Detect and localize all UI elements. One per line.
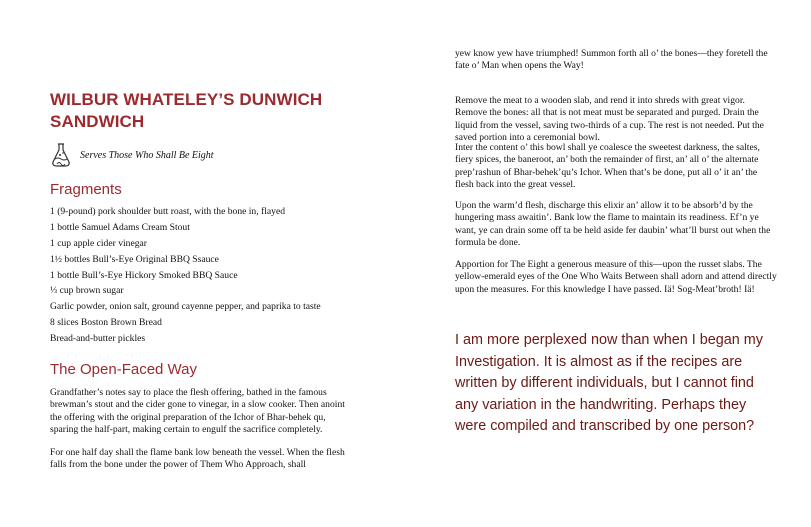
ingredient-item: 8 slices Boston Brown Bread: [50, 317, 162, 329]
investigator-note: I am more perplexed now than when I began my Investigation. It is almost as if the recipes are written by different individuals, but I cannot find any variation in the handwriting. Perhaps they were compiled and transcribed by one person?: [455, 332, 763, 435]
serves-text: Serves Those Who Shall Be Eight: [80, 149, 214, 161]
ingredient-item: Garlic powder, onion salt, ground cayenne pepper, and paprika to taste: [50, 301, 321, 313]
ingredient-item: 1 bottle Bull’s-Eye Hickory Smoked BBQ Sauce: [50, 269, 238, 281]
serves-line: [50, 143, 214, 167]
ingredient-item: 1 bottle Samuel Adams Cream Stout: [50, 221, 190, 233]
method-paragraph: Upon the warm’d flesh, discharge this elixir an’ allow it to be absorb’d by the hungering mass awaitin’. Bank low the flame to maintain its readiness. Ef’n ye want, ye can drain some off ta be held aside fer daubin’ what’ll burst out when the formula be done.: [455, 200, 771, 249]
ingredient-item: 1½ bottles Bull’s-Eye Original BBQ Ssauce: [50, 253, 219, 265]
ingredient-item: ⅓ cup brown sugar: [50, 285, 124, 297]
method-paragraph: Grandfather’s notes say to place the flesh offering, bathed in the famous brewman’s stout and the cider gone to vinegar, in a slow cooker. Then anoint the offering with the original preparation of the Ichor of Bhar-behek qu, sparing the half-part, making certain to engulf the sacrifice completely.: [50, 387, 345, 436]
flask-tentacle-icon: [50, 142, 72, 168]
ingredient-item: Bread-and-butter pickles: [50, 333, 146, 345]
method-paragraph: For one half day shall the flame bank low beneath the vessel. When the flesh falls from the bone under the power of Them Who Approach, shall: [50, 447, 345, 471]
method-paragraph: yew know yew have triumphed! Summon forth all o’ the bones—they foretell the fate o’ Man when opens the Way!: [455, 48, 768, 72]
ingredient-item: 1 cup apple cider vinegar: [50, 237, 147, 249]
ingredient-list: [50, 204, 370, 347]
method-paragraph: Inter the content o’ this bowl shall ye coalesce the sweetest darkness, the saltes, fiery spices, the baneroot, an’ both the remainder of first, an’ all o’ the alternate prep’rashun of Bhar-behek’qu’s Ichor. When that’s be done, put all o’ it an’ the flesh back into the great vessel.: [455, 142, 760, 191]
method-paragraph: Apportion for The Eight a generous measure of this—upon the russet slabs. The yellow-emerald eyes of the One Who Waits Between shall adorn and attend directly upon the measures. For this knowledge I have passed. Iä! Sog-Meat’broth! Iä!: [455, 259, 777, 295]
method-paragraph: Remove the meat to a wooden slab, and rend it into shreds with great vigor. Remove the bones: all that is not meat must be separated and purged. Drain the liquid from the vessel, saving two-thirds of a cup. The rest is not needed. Put the saved portion into a ceremonial bowl.: [455, 95, 764, 144]
ingredient-item: 1 (9-pound) pork shoulder butt roast, with the bone in, flayed: [50, 206, 286, 217]
recipe-title: WILBUR WHATELEY’S DUNWICH SANDWICH: [50, 90, 323, 131]
method-heading: The Open-Faced Way: [50, 361, 198, 378]
fragments-heading: Fragments: [50, 181, 122, 198]
